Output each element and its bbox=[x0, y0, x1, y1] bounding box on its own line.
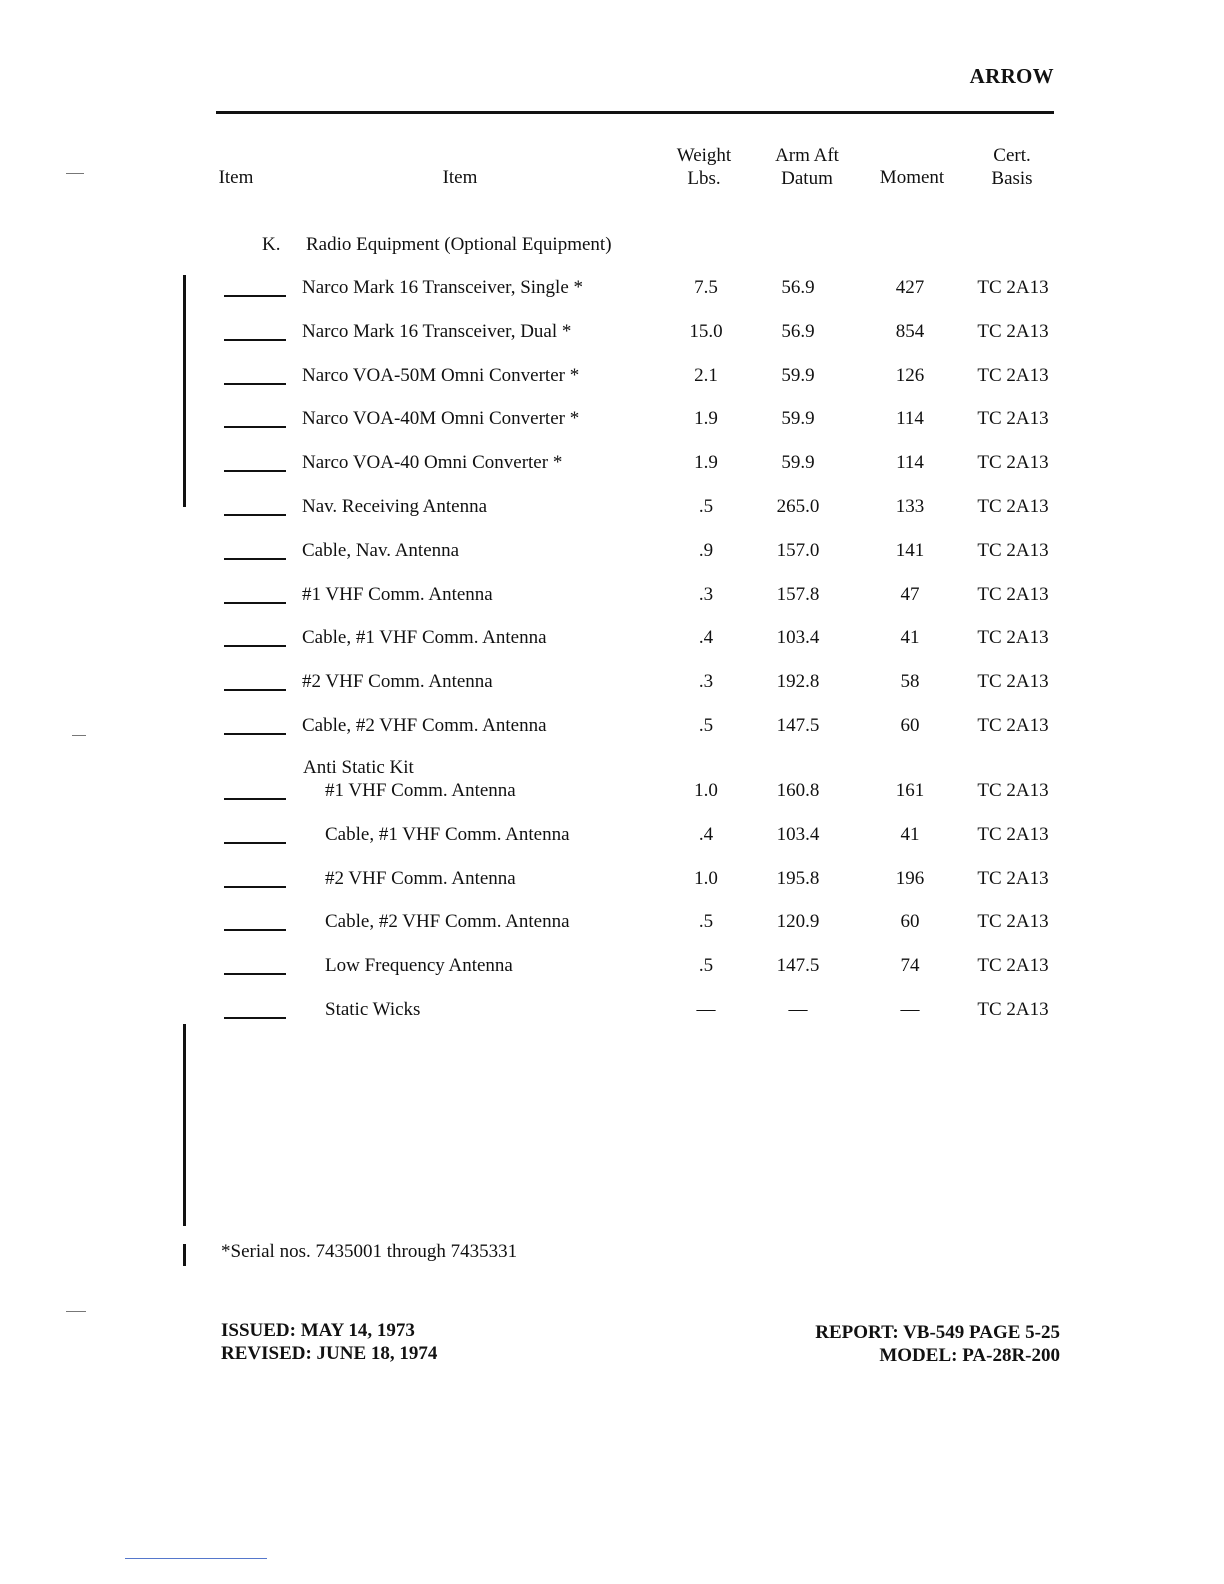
revision-change-bar bbox=[183, 1244, 186, 1266]
arm-cell: 56.9 bbox=[781, 321, 815, 342]
cert-cell: TC 2A13 bbox=[977, 999, 1049, 1020]
col-header-cert bbox=[970, 144, 1054, 190]
col-header-item: Item bbox=[442, 167, 478, 188]
weight-cell: 2.1 bbox=[694, 365, 718, 386]
moment-cell: 427 bbox=[895, 277, 925, 298]
weight-cell: .9 bbox=[698, 540, 714, 561]
moment-cell: 74 bbox=[900, 955, 920, 976]
col-header-cert-line2: Basis bbox=[991, 168, 1033, 189]
table-row bbox=[0, 540, 1224, 570]
item-name: #2 VHF Comm. Antenna bbox=[302, 671, 493, 692]
table-row bbox=[0, 452, 1224, 482]
bottom-line bbox=[125, 1558, 267, 1559]
item-name: #1 VHF Comm. Antenna bbox=[325, 780, 516, 801]
arm-cell: — bbox=[788, 999, 808, 1020]
header-rule bbox=[216, 111, 1054, 114]
arm-cell: 59.9 bbox=[781, 408, 815, 429]
check-blank bbox=[224, 733, 286, 735]
item-name: Static Wicks bbox=[325, 999, 421, 1020]
margin-mark bbox=[66, 1311, 86, 1312]
weight-cell: .4 bbox=[698, 824, 714, 845]
revised-date: REVISED: JUNE 18, 1974 bbox=[221, 1343, 438, 1364]
weight-cell: — bbox=[696, 999, 716, 1020]
cert-cell: TC 2A13 bbox=[977, 955, 1049, 976]
check-blank bbox=[224, 295, 286, 297]
item-name: Narco Mark 16 Transceiver, Single * bbox=[302, 277, 584, 298]
moment-cell: 141 bbox=[895, 540, 925, 561]
arm-cell: 56.9 bbox=[781, 277, 815, 298]
margin-mark bbox=[66, 173, 84, 174]
item-name: Cable, #1 VHF Comm. Antenna bbox=[302, 627, 547, 648]
item-name: Narco VOA-40M Omni Converter * bbox=[302, 408, 580, 429]
cert-cell: TC 2A13 bbox=[977, 715, 1049, 736]
check-blank bbox=[224, 798, 286, 800]
moment-cell: 41 bbox=[900, 627, 920, 648]
table-row bbox=[0, 999, 1224, 1029]
col-header-item-no: Item bbox=[218, 167, 254, 188]
page-header-title: ARROW bbox=[969, 64, 1054, 88]
kit-title: Anti Static Kit bbox=[303, 757, 414, 778]
arm-cell: 120.9 bbox=[776, 911, 820, 932]
arm-cell: 147.5 bbox=[776, 955, 820, 976]
moment-cell: 114 bbox=[896, 452, 924, 473]
col-header-cert-line1: Cert. bbox=[993, 145, 1031, 166]
margin-mark bbox=[72, 735, 86, 736]
weight-cell: .5 bbox=[698, 496, 714, 517]
cert-cell: TC 2A13 bbox=[977, 452, 1049, 473]
table-row bbox=[0, 321, 1224, 351]
col-header-arm-line2: Datum bbox=[781, 168, 833, 189]
arm-cell: 59.9 bbox=[781, 452, 815, 473]
cert-cell: TC 2A13 bbox=[977, 584, 1049, 605]
check-blank bbox=[224, 689, 286, 691]
col-header-weight-line2: Lbs. bbox=[687, 168, 721, 189]
table-row bbox=[0, 277, 1224, 307]
moment-cell: 196 bbox=[895, 868, 925, 889]
moment-cell: 854 bbox=[895, 321, 925, 342]
check-blank bbox=[224, 886, 286, 888]
moment-cell: 133 bbox=[895, 496, 925, 517]
cert-cell: TC 2A13 bbox=[977, 824, 1049, 845]
cert-cell: TC 2A13 bbox=[977, 780, 1049, 801]
cert-cell: TC 2A13 bbox=[977, 671, 1049, 692]
arm-cell: 157.8 bbox=[776, 584, 820, 605]
report-page: REPORT: VB-549 PAGE 5-25 bbox=[815, 1322, 1060, 1343]
check-blank bbox=[224, 842, 286, 844]
footer-left bbox=[221, 1319, 437, 1365]
weight-cell: 1.9 bbox=[694, 408, 718, 429]
moment-cell: — bbox=[900, 999, 920, 1020]
cert-cell: TC 2A13 bbox=[977, 911, 1049, 932]
check-blank bbox=[224, 1017, 286, 1019]
col-header-arm bbox=[758, 144, 856, 190]
footnote: *Serial nos. 7435001 through 7435331 bbox=[221, 1241, 518, 1262]
issued-date: ISSUED: MAY 14, 1973 bbox=[221, 1320, 415, 1341]
item-name: Cable, #1 VHF Comm. Antenna bbox=[325, 824, 570, 845]
table-row bbox=[0, 496, 1224, 526]
table-row bbox=[0, 627, 1224, 657]
moment-cell: 60 bbox=[900, 911, 920, 932]
check-blank bbox=[224, 645, 286, 647]
table-row bbox=[0, 671, 1224, 701]
cert-cell: TC 2A13 bbox=[977, 540, 1049, 561]
cert-cell: TC 2A13 bbox=[977, 277, 1049, 298]
cert-cell: TC 2A13 bbox=[977, 868, 1049, 889]
revision-change-bar bbox=[183, 1024, 186, 1226]
arm-cell: 147.5 bbox=[776, 715, 820, 736]
check-blank bbox=[224, 514, 286, 516]
model-number: MODEL: PA-28R-200 bbox=[879, 1345, 1060, 1366]
cert-cell: TC 2A13 bbox=[977, 496, 1049, 517]
check-blank bbox=[224, 426, 286, 428]
col-header-moment: Moment bbox=[879, 167, 945, 188]
col-header-arm-line1: Arm Aft bbox=[775, 145, 839, 166]
arm-cell: 265.0 bbox=[776, 496, 820, 517]
weight-cell: 7.5 bbox=[694, 277, 718, 298]
weight-cell: .3 bbox=[698, 671, 714, 692]
item-name: Narco VOA-50M Omni Converter * bbox=[302, 365, 580, 386]
table-row bbox=[0, 780, 1224, 810]
table-row bbox=[0, 868, 1224, 898]
item-name: #1 VHF Comm. Antenna bbox=[302, 584, 493, 605]
arm-cell: 103.4 bbox=[776, 627, 820, 648]
cert-cell: TC 2A13 bbox=[977, 365, 1049, 386]
weight-cell: .5 bbox=[698, 911, 714, 932]
weight-cell: 1.0 bbox=[694, 780, 718, 801]
arm-cell: 103.4 bbox=[776, 824, 820, 845]
arm-cell: 192.8 bbox=[776, 671, 820, 692]
weight-cell: 1.9 bbox=[694, 452, 718, 473]
table-row bbox=[0, 408, 1224, 438]
moment-cell: 126 bbox=[895, 365, 925, 386]
table-row bbox=[0, 365, 1224, 395]
table-row bbox=[0, 715, 1224, 745]
arm-cell: 160.8 bbox=[776, 780, 820, 801]
check-blank bbox=[224, 339, 286, 341]
check-blank bbox=[224, 929, 286, 931]
check-blank bbox=[224, 973, 286, 975]
table-row bbox=[0, 584, 1224, 614]
arm-cell: 157.0 bbox=[776, 540, 820, 561]
cert-cell: TC 2A13 bbox=[977, 627, 1049, 648]
section-letter: K. bbox=[262, 234, 281, 255]
table-row bbox=[0, 911, 1224, 941]
moment-cell: 47 bbox=[900, 584, 920, 605]
item-name: Cable, #2 VHF Comm. Antenna bbox=[302, 715, 547, 736]
item-name: Nav. Receiving Antenna bbox=[302, 496, 488, 517]
weight-cell: 1.0 bbox=[694, 868, 718, 889]
moment-cell: 60 bbox=[900, 715, 920, 736]
cert-cell: TC 2A13 bbox=[977, 408, 1049, 429]
moment-cell: 58 bbox=[900, 671, 920, 692]
item-name: #2 VHF Comm. Antenna bbox=[325, 868, 516, 889]
arm-cell: 195.8 bbox=[776, 868, 820, 889]
item-name: Narco VOA-40 Omni Converter * bbox=[302, 452, 563, 473]
check-blank bbox=[224, 470, 286, 472]
col-header-weight-line1: Weight bbox=[676, 145, 732, 166]
weight-cell: 15.0 bbox=[689, 321, 723, 342]
check-blank bbox=[224, 383, 286, 385]
check-blank bbox=[224, 558, 286, 560]
item-name: Narco Mark 16 Transceiver, Dual * bbox=[302, 321, 572, 342]
item-name: Cable, Nav. Antenna bbox=[302, 540, 460, 561]
weight-cell: .5 bbox=[698, 715, 714, 736]
weight-cell: .3 bbox=[698, 584, 714, 605]
item-name: Low Frequency Antenna bbox=[325, 955, 513, 976]
table-row bbox=[0, 955, 1224, 985]
footer-right bbox=[815, 1321, 1060, 1367]
arm-cell: 59.9 bbox=[781, 365, 815, 386]
moment-cell: 41 bbox=[900, 824, 920, 845]
col-header-weight bbox=[656, 144, 752, 190]
item-name: Cable, #2 VHF Comm. Antenna bbox=[325, 911, 570, 932]
moment-cell: 114 bbox=[896, 408, 924, 429]
weight-cell: .4 bbox=[698, 627, 714, 648]
moment-cell: 161 bbox=[895, 780, 925, 801]
weight-cell: .5 bbox=[698, 955, 714, 976]
check-blank bbox=[224, 602, 286, 604]
section-title: Radio Equipment (Optional Equipment) bbox=[306, 234, 612, 255]
cert-cell: TC 2A13 bbox=[977, 321, 1049, 342]
table-row bbox=[0, 824, 1224, 854]
